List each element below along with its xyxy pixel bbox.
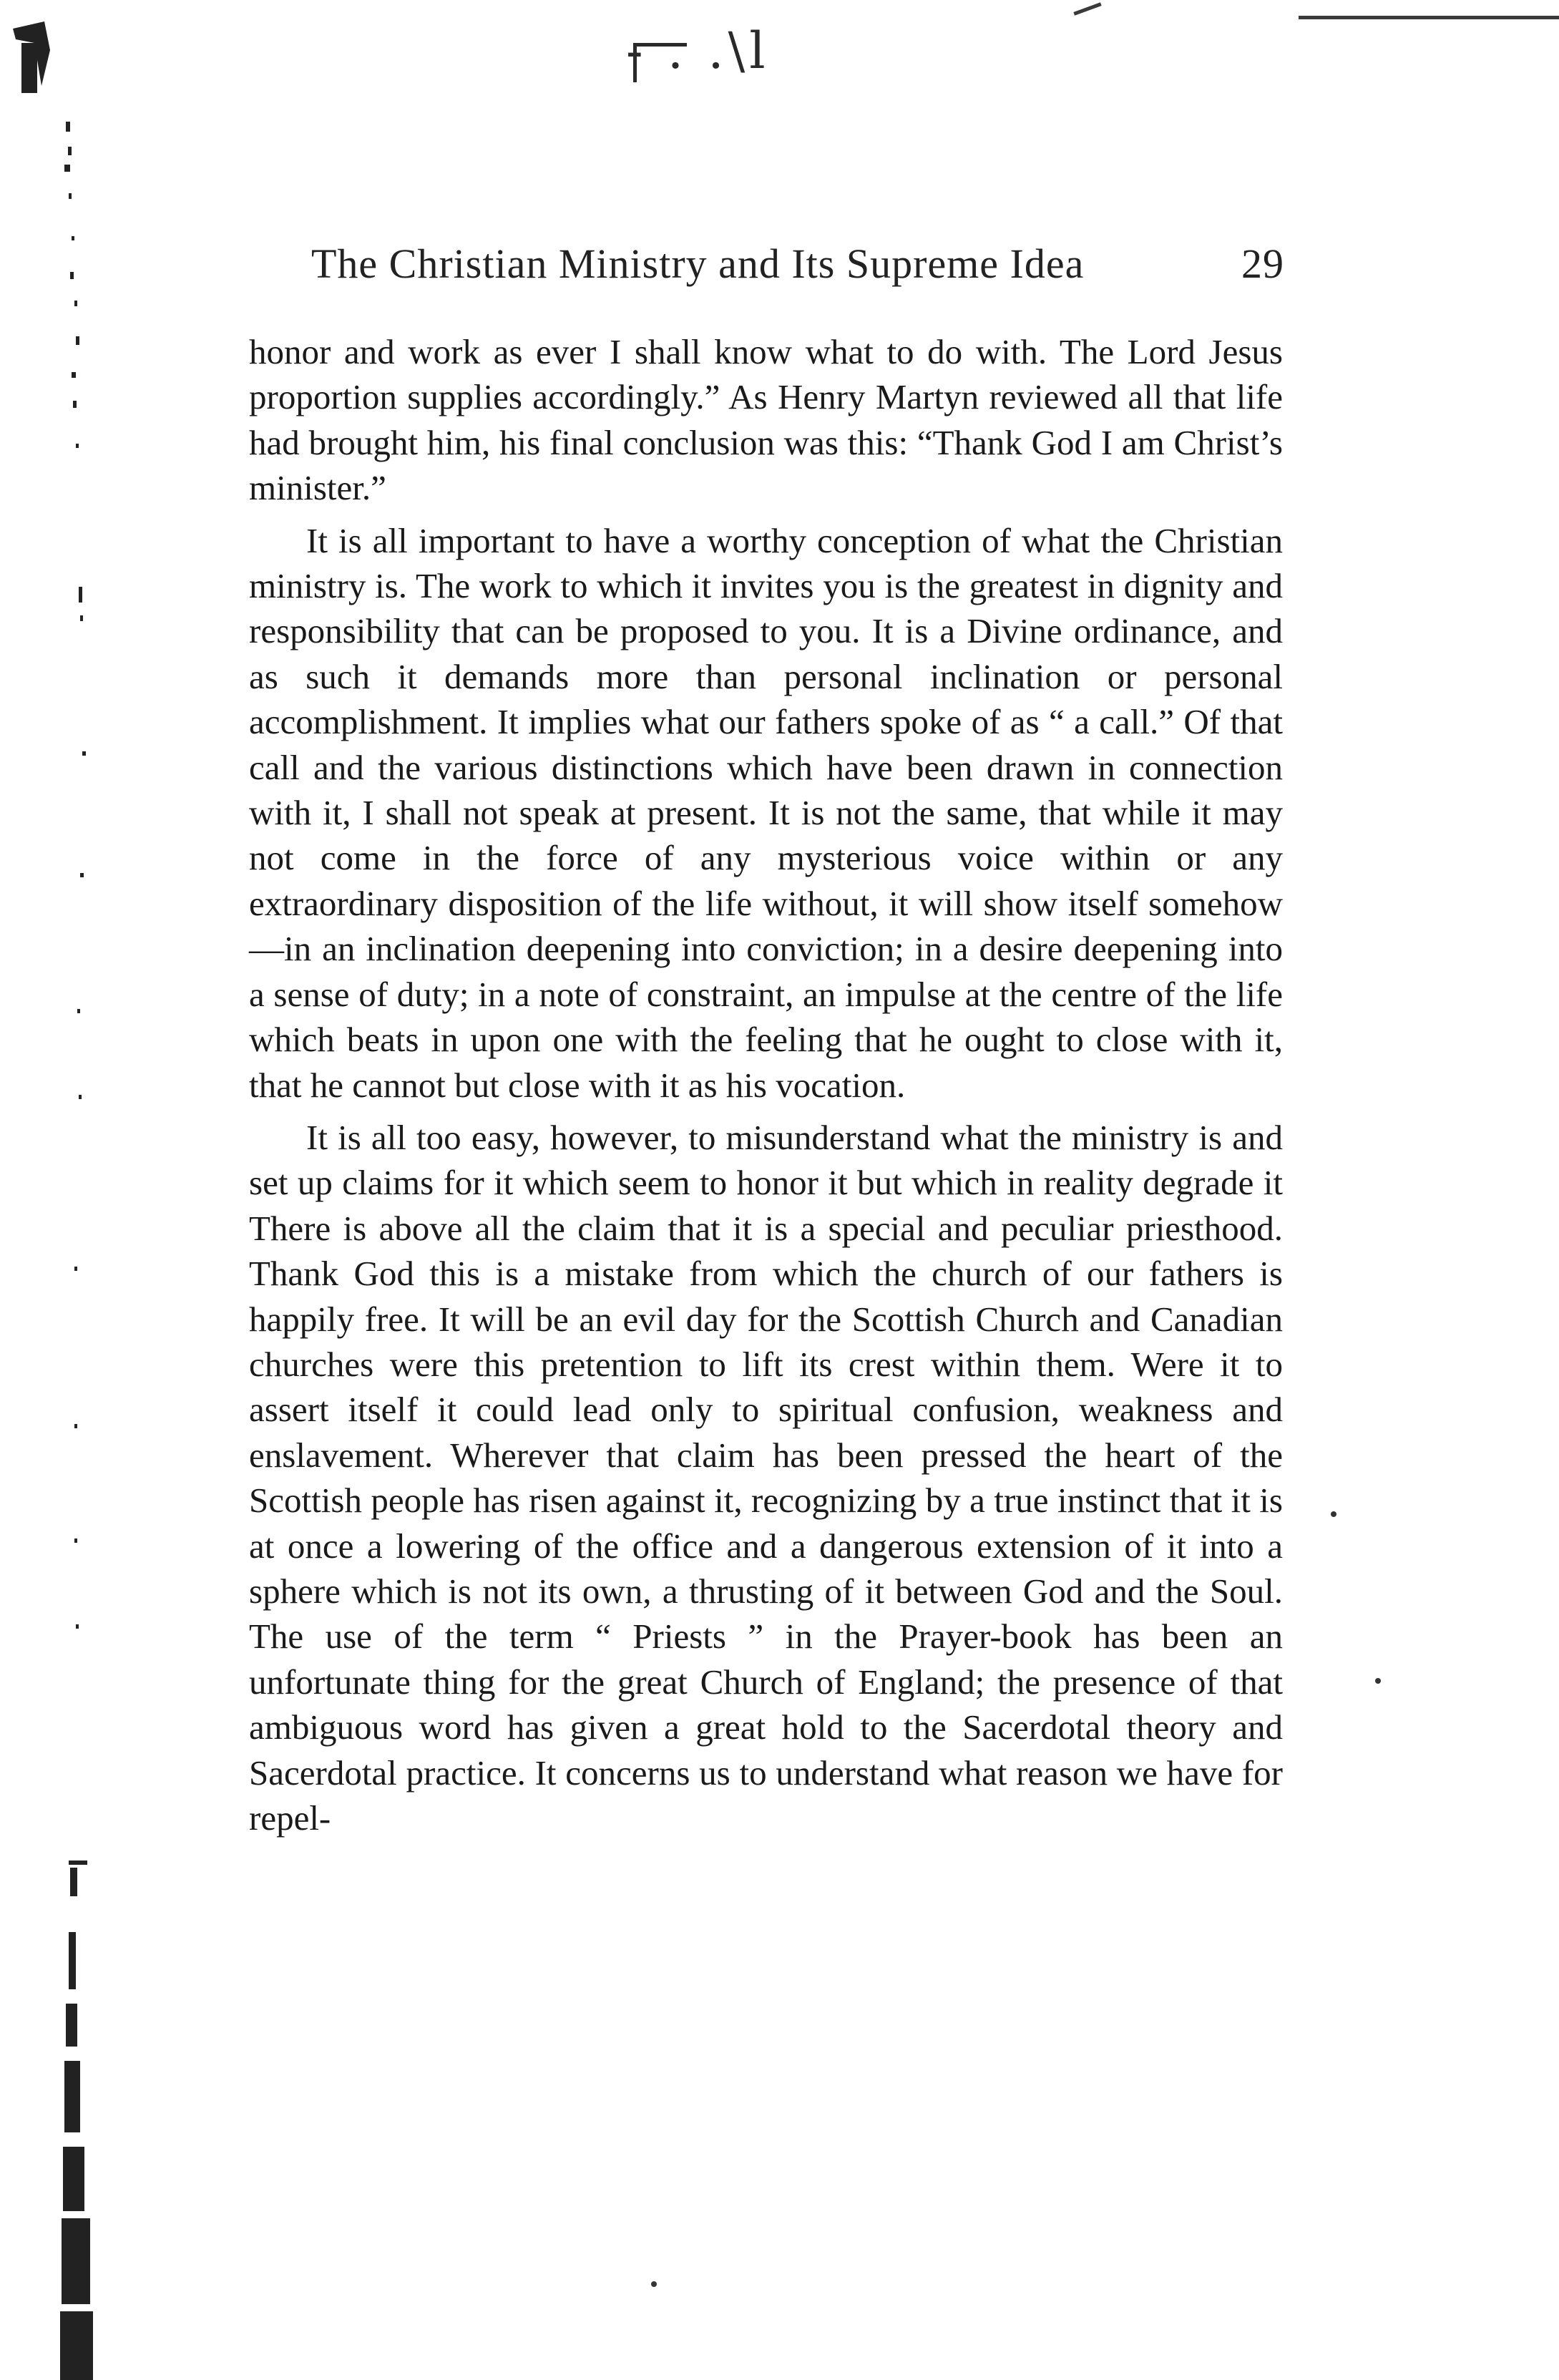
page-number: 29	[1241, 240, 1284, 287]
body-text	[249, 329, 1283, 1848]
margin-speck	[1331, 1511, 1336, 1517]
top-right-rule	[1299, 16, 1559, 19]
bottom-speck	[651, 2281, 657, 2287]
paragraph-2: It is all important to have a worthy conception of what the Christian ministry is. The work to which it invites you is the greatest in dignity and responsibility that can be proposed to you. It is a Divine ordinance, and as such it demands more than personal inclination or personal accomplishment. It implies what our fathers spoke of as “ a call.” Of that call and the various distinctions which have been drawn in connection with it, I shall not speak at present. It is not the same, that while it may not come in the force of any mysterious voice within or any extraordinary disposition of the life without, it will show itself somehow—in an inclination deepening into conviction; in a desire deepening into a sense of duty; in a note of constraint, an impulse at the centre of the life which beats in upon one with the feeling that he ought to close with it, that he cannot but close with it as his vocation.	[249, 520, 1283, 1105]
top-margin-mark: - . .\l	[626, 21, 770, 80]
top-tick-mark	[1073, 2, 1101, 15]
paragraph-1: honor and work as ever I shall know what to do with. The Lord Jesus proportion supplies accordingly.” As Henry Martyn reviewed all that life had brought him, his final conclusion was this: “Thank God I am Christ’s minister.”	[249, 332, 1283, 508]
running-head-title: The Christian Ministry and Its Supreme Idea	[311, 240, 1085, 287]
paragraph-3: It is all too easy, however, to misunderstand what the ministry is and set up claims for it which seem to honor it but which in reality degrade it There is above all the claim that it is a special and peculiar priesthood. Thank God this is a mistake from which the church of our fathers is happily free. It will be an evil day for the Scottish Church and Canadian churches were this pretention to lift its crest within them. Were it to assert itself it could lead only to spiritual confusion, weakness and enslavement. Wherever that claim has been pressed the heart of the Scottish people has risen against it, recognizing by a true instinct that it is at once a lowering of the office and a dangerous extension of it into a sphere which is not its own, a thrusting of it between God and the Soul. The use of the term “ Priests ” in the Prayer-book has been an unfortunate thing for the great Church of England; the presence of that ambiguous word has given a great hold to the Sacerdotal theory and Sacerdotal practice. It concerns us to understand what reason we have for repel-	[249, 1117, 1283, 1838]
top-margin-bracket	[633, 43, 687, 82]
page-binding-edge	[0, 0, 107, 2380]
running-head	[311, 240, 1284, 297]
margin-speck	[1375, 1678, 1381, 1684]
